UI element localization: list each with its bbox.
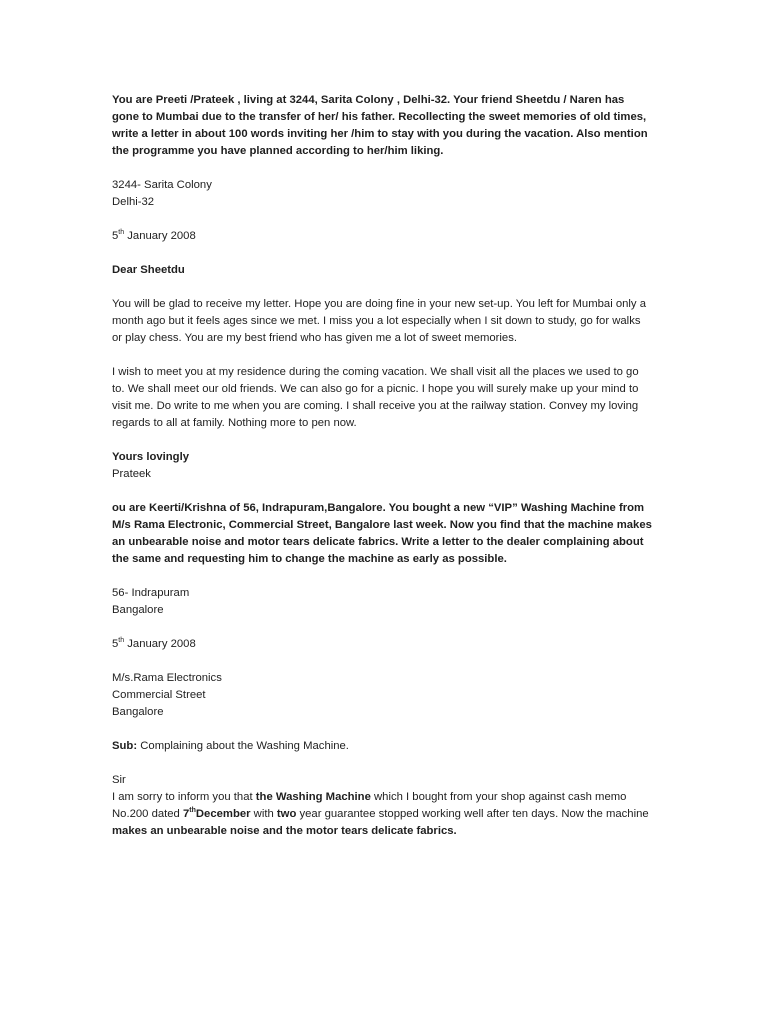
letter2-body-text-3: with [250,808,277,820]
letter2-body-bold-4: makes an unbearable noise and the motor tears delicate fabrics. [112,825,457,837]
document-page [112,92,652,840]
letter2-date [112,636,652,653]
letter1-signature: Prateek [112,468,151,480]
letter2-address-line1: 56- Indrapuram [112,587,190,599]
letter2-body-text-4: year guarantee stopped working well after ten days. Now the machine [296,808,649,820]
letter2-body-bold-3: two [276,808,297,820]
letter2-address-line2: Bangalore [112,604,164,616]
letter2-body-date-day: 7 [182,808,190,820]
letter2-date-rest: January 2008 [124,638,196,650]
letter1-paragraph-2: I wish to meet you at my residence during the coming vacation. We shall visit all the places we used to go to. We shall meet our old friends. We can also go for a picnic. I hope you will surely make up your mind to visit me. Do write to me when you are coming. I shall receive you at the railway station. Convey my loving regards to all at family. Nothing more to pen now. [112,366,639,429]
letter2-question: ou are Keerti/Krishna of 56, Indrapuram,Bangalore. You bought a new “VIP” Washing Machine from M/s Rama Electronic, Commercial Street, Bangalore last week. Now you find that the machine makes an unbearable noise and motor tears delicate fabrics. Write a letter to the dealer complaining about the same and requesting him to change the machine as early as possible. [112,502,652,565]
letter2-address [112,585,652,619]
letter2-body-text-2: which I bought from your shop against cash memo No.200 dated [112,791,627,820]
letter2-subject [112,738,652,755]
letter1-paragraph-1: You will be glad to receive my letter. Hope you are doing fine in your new set-up. You left for Mumbai only a month ago but it feels ages since we met. I miss you a lot especially when I sit down to study, go for walks or play chess. You are my best friend who has given me a lot of sweet memories. [112,298,646,344]
letter2-subject-label: Sub: [112,740,138,752]
letter1-closing: Yours lovingly [112,451,189,463]
letter2-body [112,789,652,840]
letter1-question: You are Preeti /Prateek , living at 3244, Sarita Colony , Delhi-32. Your friend Sheetdu / Naren has gone to Mumbai due to the transfer of her/ his father. Recollecting the sweet memories of old times, write a letter in about 100 words inviting her /him to stay with you during the vacation. Also mention the programme you have planned according to her/him liking. [112,94,648,157]
letter1-date-suffix: th [118,229,125,237]
letter1-date [112,228,652,245]
letter2-recipient-line1: M/s.Rama Electronics [112,672,222,684]
letter1-address-line2: Delhi-32 [112,196,155,208]
letter2-recipient-line2: Commercial Street [112,689,206,701]
letter2-body-bold-1: the Washing Machine [255,791,371,803]
letter2-recipient-line3: Bangalore [112,706,164,718]
letter2-date-day: 5 [112,638,119,650]
letter1-address-line1: 3244- Sarita Colony [112,179,212,191]
letter2-body-text-1: I am sorry to inform you that [112,791,256,803]
letter2-recipient [112,670,652,721]
letter2-salutation: Sir [112,774,126,786]
letter1-salutation: Dear Sheetdu [112,264,185,276]
letter2-body-date-suffix: th [189,807,196,815]
letter2-date-suffix: th [118,637,125,645]
letter2-body-date-month: December [195,808,251,820]
letter1-date-rest: January 2008 [124,230,196,242]
letter1-address [112,177,652,211]
letter2-subject-text: Complaining about the Washing Machine. [137,740,349,752]
letter1-date-day: 5 [112,230,119,242]
letter2-body-bold-date [183,808,251,820]
